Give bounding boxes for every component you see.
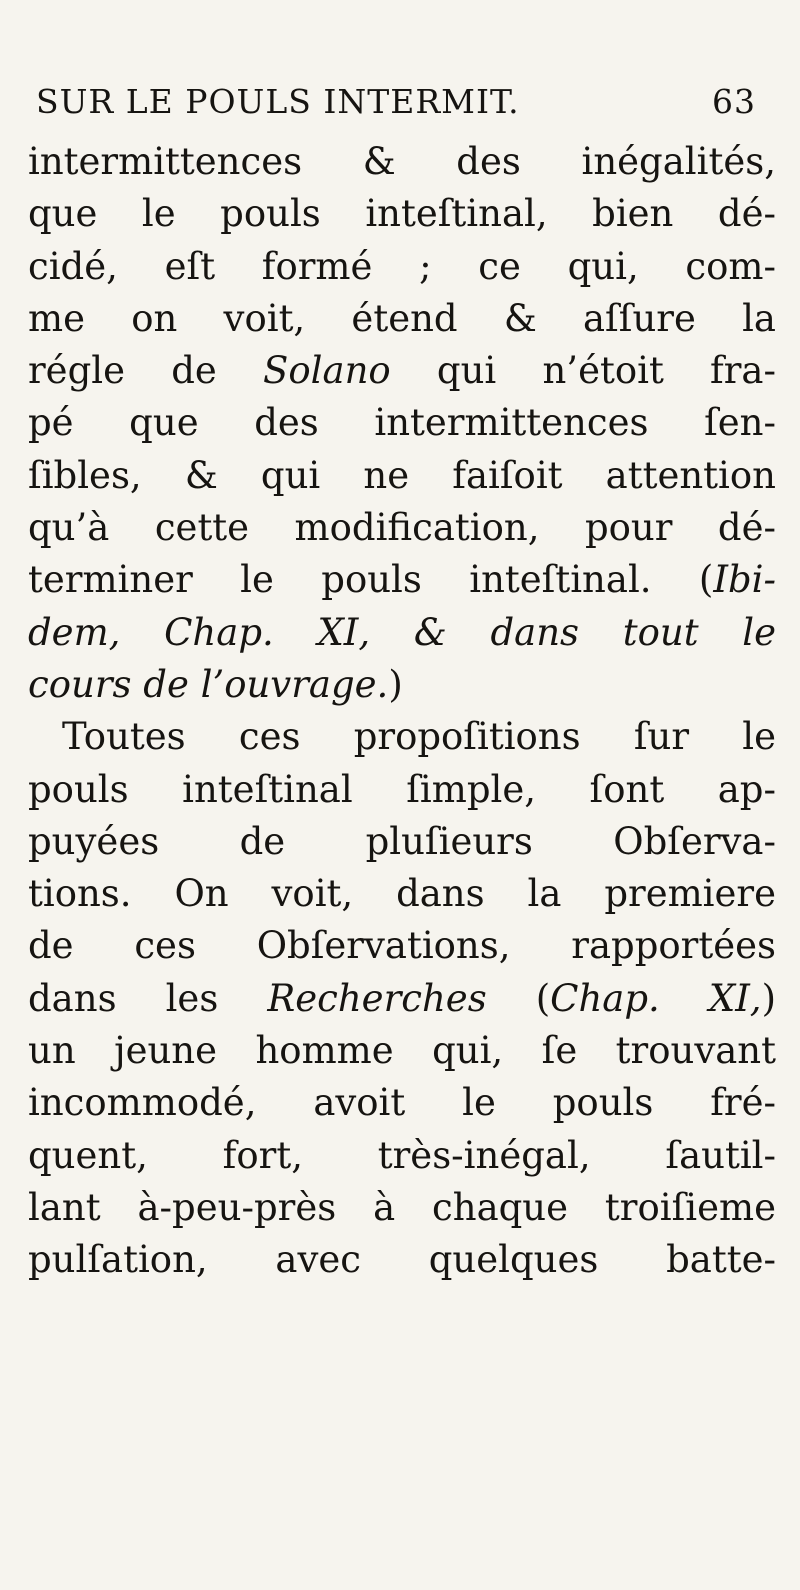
text-line: puyées de pluſieurs Obſerva-	[28, 819, 776, 863]
text-line: que le pouls inteſtinal, bien dé-	[28, 192, 776, 236]
italic-citation: Recherches	[267, 976, 487, 1020]
paragraph-start: Toutes ces propoſitions ſur le	[62, 715, 776, 759]
text-line: pulſation, avec quelques batte-	[28, 1238, 776, 1282]
text-line: régle de Solano qui n’étoit fra-	[28, 349, 776, 393]
italic-citation: Ibi-	[713, 558, 776, 602]
text-line: dans les Recherches (Chap. XI,)	[28, 976, 777, 1020]
text-line: lant à-peu-près à chaque troiſieme	[28, 1185, 776, 1229]
text-line: tions. On voit, dans la premiere	[28, 872, 776, 916]
text-line: quent, fort, très-inégal, ſautil-	[28, 1133, 776, 1177]
text-line: ſibles, & qui ne faiſoit attention	[28, 453, 776, 497]
text-line: pouls inteſtinal ſimple, ſont ap-	[28, 767, 776, 811]
page-number: 63	[712, 82, 756, 121]
italic-citation: dem, Chap. XI, & dans tout le	[28, 610, 776, 654]
running-title: SUR LE POULS INTERMIT.	[36, 82, 520, 121]
italic-citation: Chap. XI,	[550, 976, 762, 1020]
text-line: terminer le pouls inteſtinal. (Ibi-	[28, 558, 776, 602]
text-line: qu’à cette modification, pour dé-	[28, 506, 776, 550]
text-line: incommodé, avoit le pouls fré-	[28, 1081, 776, 1125]
text-line: intermittences & des inégalités,	[28, 140, 776, 183]
text-line: un jeune homme qui, ſe trouvant	[28, 1029, 776, 1073]
text-line: de ces Obſervations, rapportées	[28, 924, 776, 968]
text-line: me on voit, étend & aſſure la	[28, 296, 776, 340]
text-line	[28, 607, 776, 659]
running-header	[36, 82, 756, 136]
text-line: pé que des intermittences ſen-	[28, 401, 776, 445]
text-line: cidé, eſt formé ; ce qui, com-	[28, 244, 776, 288]
body-text	[28, 136, 776, 1287]
italic-name: Solano	[263, 349, 391, 393]
text-line: cours de l’ouvrage.)	[28, 662, 403, 706]
